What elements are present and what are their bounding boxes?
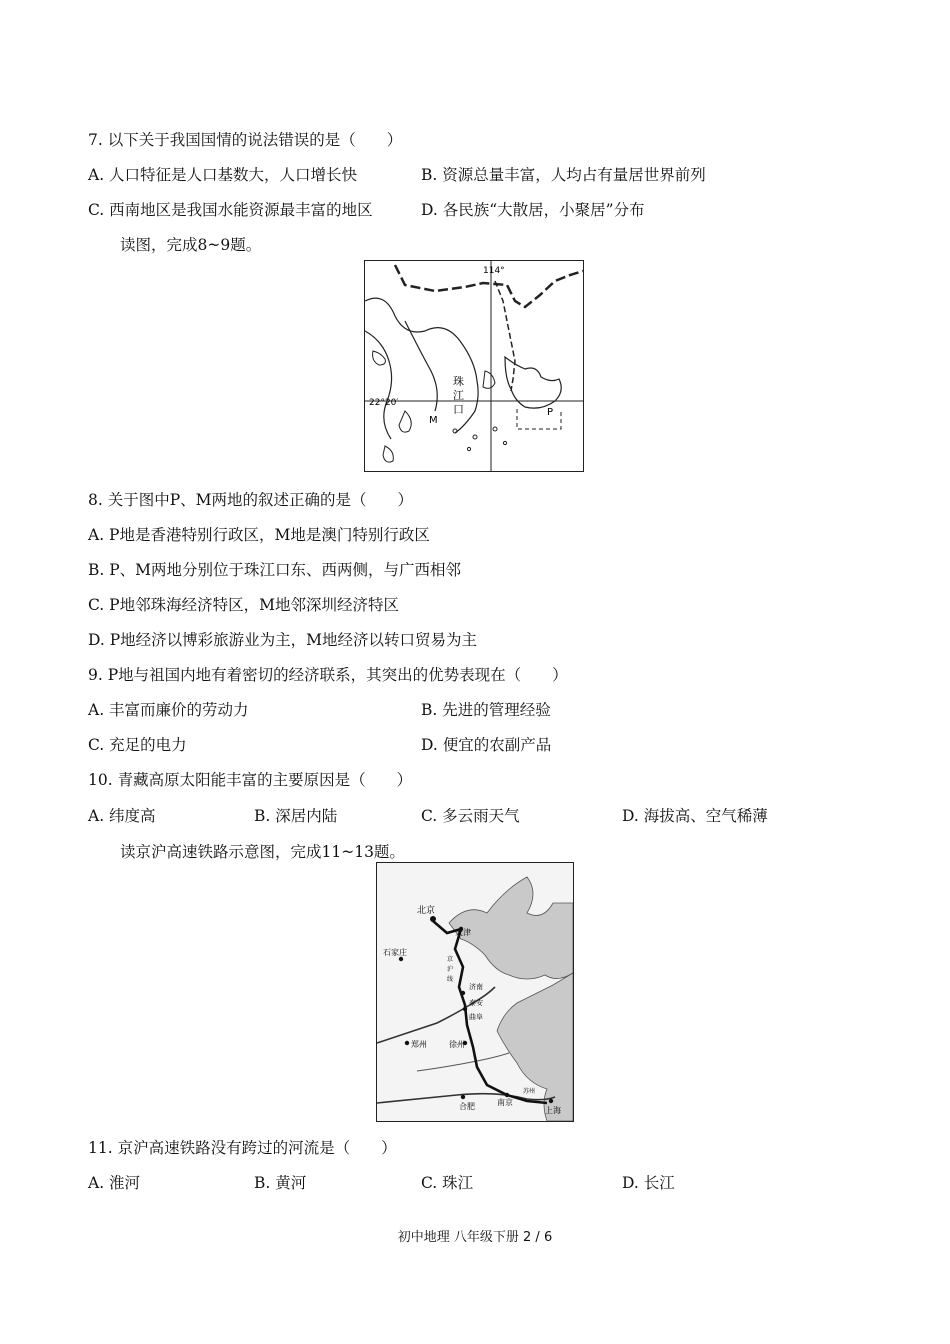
city-zhengzhou: 郑州 [411,1040,427,1049]
pearl-river-map [364,260,584,472]
intro-8-9: 读图，完成8~9题。 [120,236,262,254]
river-branch-2 [405,321,437,411]
q7-stem: 7. 以下关于我国国情的说法错误的是（ ） [88,131,403,149]
p-boundary [517,409,561,429]
river-branch-1 [365,331,392,439]
small-label: 线 [447,976,454,983]
page-footer: 初中地理 八年级下册 2 / 6 [397,1230,553,1245]
islet [473,435,477,439]
estuary-char-2: 江 [453,389,464,402]
hong-kong-coast [505,357,561,408]
intro-11-13: 读京沪高速铁路示意图，完成11~13题。 [120,843,405,861]
q11-option-c: C. 珠江 [421,1174,474,1192]
pearl-river-map-drawing [365,261,583,471]
longitude-label: 114° [483,266,505,276]
city-dot [399,957,403,961]
railway-line [495,281,515,391]
city-hefei: 合肥 [459,1102,475,1111]
q8-stem: 8. 关于图中P、M两地的叙述正确的是（ ） [88,491,414,509]
q9-option-d: D. 便宜的农副产品 [421,736,552,754]
city-jinan: 济南 [469,983,483,991]
islet [493,427,497,431]
q11-option-b: B. 黄河 [254,1174,307,1192]
small-label: 京 [447,956,454,963]
q10-stem: 10. 青藏高原太阳能丰富的主要原因是（ ） [88,771,413,789]
city-tianjin: 天津 [455,928,471,937]
island-west [373,351,386,365]
q7-option-a: A. 人口特征是人口基数大，人口增长快 [88,166,358,184]
q9-option-c: C. 充足的电力 [88,736,187,754]
city-dot [549,1099,553,1103]
q10-option-d: D. 海拔高、空气稀薄 [622,807,768,825]
q7-option-c: C. 西南地区是我国水能资源最丰富的地区 [88,201,373,219]
city-shanghai: 上海 [545,1106,561,1115]
city-dot [461,1095,465,1099]
city-qufu: 曲阜 [469,1013,483,1021]
q8-option-c: C. P地邻珠海经济特区，M地邻深圳经济特区 [88,596,399,614]
q10-option-a: A. 纬度高 [88,807,156,825]
small-label: 沪 [447,966,454,973]
q10-option-c: C. 多云雨天气 [421,807,520,825]
railway-map-drawing [377,863,573,1121]
q9-option-a: A. 丰富而廉价的劳动力 [88,701,249,719]
q10-option-b: B. 深居内陆 [254,807,338,825]
island-south [383,446,393,462]
q9-option-b: B. 先进的管理经验 [421,701,551,719]
city-xuzhou: 徐州 [449,1040,465,1049]
city-shijiazhuang: 石家庄 [383,948,407,957]
q9-stem: 9. P地与祖国内地有着密切的经济联系，其突出的优势表现在（ ） [88,666,568,684]
city-suzhou: 苏州 [523,1088,536,1095]
latitude-label: 22°20′ [369,398,399,408]
q11-stem: 11. 京沪高速铁路没有跨过的河流是（ ） [88,1139,397,1157]
label-p: P [547,407,554,418]
q7-option-b: B. 资源总量丰富，人均占有量居世界前列 [421,166,706,184]
city-dot [505,1093,509,1097]
railway-map [376,862,574,1122]
island-lantau [483,371,495,388]
city-taian: 泰安 [469,999,483,1007]
estuary-char-3: 口 [453,403,464,416]
estuary-char-1: 珠 [453,375,464,388]
q11-option-d: D. 长江 [622,1174,675,1192]
q8-option-b: B. P、M两地分别位于珠江口东、西两侧，与广西相邻 [88,561,462,579]
q11-option-a: A. 淮河 [88,1174,141,1192]
city-dot [430,916,436,922]
q8-option-a: A. P地是香港特别行政区，M地是澳门特别行政区 [88,526,430,544]
q8-option-d: D. P地经济以博彩旅游业为主，M地经济以转口贸易为主 [88,631,478,649]
city-nanjing: 南京 [497,1098,513,1107]
label-m: M [429,415,438,426]
city-dot [463,1007,467,1011]
q7-option-d: D. 各民族“大散居，小聚居”分布 [421,201,645,219]
huai-river [417,1053,509,1071]
city-dot [405,1041,409,1045]
city-beijing: 北京 [417,906,436,916]
islet [467,447,470,450]
city-dot [461,991,465,995]
island-macau [399,411,411,432]
islet [503,441,506,444]
